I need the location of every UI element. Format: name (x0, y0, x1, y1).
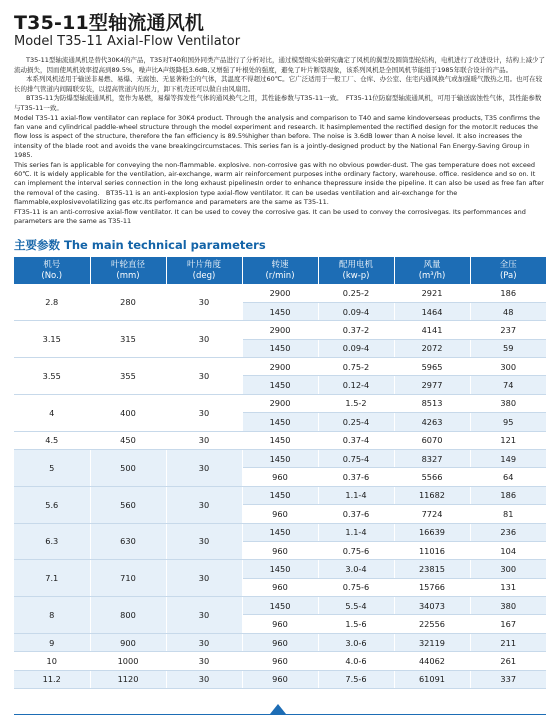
cell-angle: 30 (166, 633, 242, 651)
cell-motor: 4.0-6 (318, 652, 394, 670)
cell-pressure: 186 (470, 486, 546, 504)
table-row (14, 652, 546, 670)
col-header-en: (deg) (192, 270, 216, 281)
cell-motor: 0.75-6 (318, 541, 394, 559)
cell-flow: 23815 (394, 560, 470, 578)
col-header-cn: 转速 (271, 260, 289, 271)
col-header-cn: 风量 (423, 260, 441, 271)
cell-diameter: 280 (90, 284, 166, 320)
col-header-cn: 叶轮直径 (110, 260, 145, 271)
cell-flow: 4141 (394, 321, 470, 339)
cell-no: 9 (14, 633, 90, 651)
cell-pressure: 261 (470, 652, 546, 670)
col-header-en: (r/min) (265, 270, 295, 281)
cell-motor: 0.09-4 (318, 339, 394, 357)
cell-pressure: 81 (470, 505, 546, 523)
cell-motor: 1.1-4 (318, 523, 394, 541)
col-header-cn: 机号 (43, 260, 61, 271)
cell-pressure: 300 (470, 358, 546, 376)
cell-speed: 1450 (242, 486, 318, 504)
cell-flow: 6070 (394, 431, 470, 449)
cell-speed: 1450 (242, 560, 318, 578)
table-row (14, 560, 546, 578)
cell-angle: 30 (166, 486, 242, 523)
cell-flow: 32119 (394, 633, 470, 651)
cell-diameter: 500 (90, 449, 166, 486)
cell-motor: 0.37-6 (318, 468, 394, 486)
cell-speed: 960 (242, 633, 318, 651)
cell-pressure: 64 (470, 468, 546, 486)
table-row (14, 431, 546, 449)
cell-diameter: 630 (90, 523, 166, 560)
cell-speed: 1450 (242, 431, 318, 449)
intro-cn-paragraph: BT35-11为防爆型轴流通风机，宽作为易燃，易爆等挥发性气体的通风换气之用，其性能参数与T35-11一致。 FT35-11位防腐型轴流通风机，可用于输送腐蚀性气体，其性能参数与T35-11一致。 (14, 94, 542, 112)
page-marker-icon (270, 704, 286, 714)
cell-angle: 30 (166, 321, 242, 358)
cell-diameter: 800 (90, 597, 166, 634)
cell-no: 3.15 (14, 321, 90, 358)
table-row (14, 486, 546, 504)
cell-flow: 11016 (394, 541, 470, 559)
cell-pressure: 337 (470, 670, 546, 688)
cell-flow: 44062 (394, 652, 470, 670)
cell-speed: 960 (242, 652, 318, 670)
cell-flow: 4263 (394, 413, 470, 431)
cell-diameter: 400 (90, 394, 166, 431)
cell-pressure: 186 (470, 284, 546, 302)
intro-en-paragraph: This series fan is applicable for conveying the non-flammable. explosive. non-corrosive gas with no obvious powder-dust. The gas temperature does not exceed 60℃. It is widely applicable for the ventilation, air-exchange, warm air reinforcement purposes inthe ordinary factory, warehouse. office. residence and so on. It can implement the interval series connection in the long exhaust pipelinesIn order to enhance thepressure inside the pipeline. It can also be used as free fan after the removal of the casing. BT35-11 is an anti-explosion type axial-flow ventilator. It can be usedas ventilation and air-exchange for the flammable,explosivevolatilizing gas etc.Its perfomance and parameters are the same as T35-11. (14, 160, 544, 207)
cell-pressure: 104 (470, 541, 546, 559)
cell-angle: 30 (166, 670, 242, 688)
cell-motor: 0.37-2 (318, 321, 394, 339)
cell-pressure: 59 (470, 339, 546, 357)
cell-diameter: 355 (90, 358, 166, 395)
cell-diameter: 900 (90, 633, 166, 651)
cell-motor: 0.25-2 (318, 284, 394, 302)
cell-speed: 2900 (242, 321, 318, 339)
cell-pressure: 95 (470, 413, 546, 431)
cell-motor: 0.37-4 (318, 431, 394, 449)
cell-motor: 1.5-6 (318, 615, 394, 633)
cell-no: 8 (14, 597, 90, 634)
intro-chinese (14, 56, 546, 114)
cell-pressure: 131 (470, 578, 546, 596)
cell-speed: 2900 (242, 358, 318, 376)
cell-angle: 30 (166, 394, 242, 431)
cell-flow: 61091 (394, 670, 470, 688)
col-header-speed (242, 257, 318, 284)
cell-flow: 16639 (394, 523, 470, 541)
intro-en-paragraph: FT35-11 is an anti-corrosive axial-flow ventilator. It can be used to covey the corrosive gas. It can be used to convey the corrosivegas. Its perfommances and parameters are the same as T35-11 (14, 207, 526, 226)
cell-pressure: 149 (470, 449, 546, 467)
cell-no: 7.1 (14, 560, 90, 597)
col-header-cn: 叶片角度 (186, 260, 221, 271)
cell-speed: 1450 (242, 376, 318, 394)
cell-flow: 22556 (394, 615, 470, 633)
cell-flow: 15766 (394, 578, 470, 596)
cell-speed: 1450 (242, 302, 318, 320)
cell-pressure: 237 (470, 321, 546, 339)
cell-speed: 960 (242, 615, 318, 633)
cell-pressure: 167 (470, 615, 546, 633)
cell-pressure: 121 (470, 431, 546, 449)
cell-no: 10 (14, 652, 90, 670)
col-header-en: (Pa) (499, 270, 517, 281)
cell-speed: 1450 (242, 413, 318, 431)
cell-flow: 5965 (394, 358, 470, 376)
table-row (14, 670, 546, 688)
cell-flow: 11682 (394, 486, 470, 504)
col-header-angle (166, 257, 242, 284)
cell-angle: 30 (166, 449, 242, 486)
cell-motor: 1.5-2 (318, 394, 394, 412)
cell-pressure: 300 (470, 560, 546, 578)
cell-motor: 5.5-4 (318, 597, 394, 615)
cell-pressure: 74 (470, 376, 546, 394)
col-header-en: (mm) (116, 270, 140, 281)
col-header-motor (318, 257, 394, 284)
cell-angle: 30 (166, 284, 242, 320)
cell-flow: 2921 (394, 284, 470, 302)
cell-speed: 1450 (242, 523, 318, 541)
cell-diameter: 710 (90, 560, 166, 597)
cell-diameter: 315 (90, 321, 166, 358)
document-page (14, 12, 546, 689)
cell-speed: 960 (242, 505, 318, 523)
intro-cn-paragraph: 本系列风机适用于输送非易燃、易爆、无腐蚀、无显著粉尘的气体，其温度不得超过60℃。它广泛适用于一般工厂、仓库、办公室、住宅内通风换气或加强暖气散热之用。也可在较长的排气管道内间隔联安装，以提高管道内的压力，卸下机壳还可以做自由风扇用。 (14, 75, 543, 93)
table-row (14, 523, 546, 541)
cell-flow: 8513 (394, 394, 470, 412)
cell-no: 11.2 (14, 670, 90, 688)
cell-diameter: 1120 (90, 670, 166, 688)
cell-motor: 0.09-4 (318, 302, 394, 320)
parameters-table (14, 257, 546, 689)
cell-diameter: 1000 (90, 652, 166, 670)
cell-motor: 0.75-2 (318, 358, 394, 376)
cell-motor: 0.12-4 (318, 376, 394, 394)
cell-no: 4 (14, 394, 90, 431)
cell-motor: 1.1-4 (318, 486, 394, 504)
cell-angle: 30 (166, 523, 242, 560)
cell-speed: 960 (242, 670, 318, 688)
cell-flow: 5566 (394, 468, 470, 486)
page-subtitle: Model T35-11 Axial-Flow Ventilator (14, 34, 241, 49)
cell-motor: 0.37-6 (318, 505, 394, 523)
cell-diameter: 560 (90, 486, 166, 523)
intro-cn-paragraph: T35-11型轴流通风机是替代30K4的产品，T35对T40和国外同类产品进行了分析对比，通过模型级实验研究确定了风机的翼型及圆筒型轮结构，电机进行了改进设计，结构上减少了流动损失，因而使风机效率提高到89.5%，噪声比A声级降低3.6dB,又增强了叶根处的强度，避免了叶片断裂现象，该系列风机是全国风机节能组于1985年联合设计的产品。 (14, 56, 546, 74)
cell-pressure: 380 (470, 597, 546, 615)
cell-flow: 2977 (394, 376, 470, 394)
cell-no: 6.3 (14, 523, 90, 560)
cell-angle: 30 (166, 652, 242, 670)
cell-pressure: 48 (470, 302, 546, 320)
table-row (14, 633, 546, 651)
cell-flow: 1464 (394, 302, 470, 320)
cell-no: 4.5 (14, 431, 90, 449)
intro-english (14, 114, 546, 227)
cell-no: 5 (14, 449, 90, 486)
col-header-en: (kw-p) (342, 270, 370, 281)
cell-angle: 30 (166, 597, 242, 634)
cell-pressure: 236 (470, 523, 546, 541)
col-header-no (14, 257, 90, 284)
cell-speed: 960 (242, 468, 318, 486)
cell-no: 2.8 (14, 284, 90, 320)
cell-speed: 960 (242, 541, 318, 559)
cell-motor: 0.25-4 (318, 413, 394, 431)
cell-flow: 2072 (394, 339, 470, 357)
cell-speed: 2900 (242, 284, 318, 302)
table-row (14, 358, 546, 376)
table-body (14, 284, 546, 688)
intro-en-paragraph: Model T35-11 axial-flow ventilator can replace for 30K4 product. Through the analysis and comparison to T40 and same kindoverseas products, T35 confirms the fan vane and cylindrical paddle-wheel structure through the model experiment and research. It hasimplemented the rectified design for the motor.It reduces the flow loss is aspect of the structure, therefore the fan efficiency is 89.5%higher than before. The noise is 3.6dB lower than A noise level. It also increases the intensity of the blade root and avoids the vane breakingcircumstaces. This series fan is a jointly-designed product by the National Fan Energy-Saving Group in 1985. (14, 113, 540, 160)
cell-angle: 30 (166, 560, 242, 597)
cell-pressure: 211 (470, 633, 546, 651)
cell-motor: 7.5-6 (318, 670, 394, 688)
section-heading: 主要参数 The main technical parameters (14, 238, 266, 253)
col-header-cn: 配用电机 (338, 260, 373, 271)
table-header (14, 257, 546, 284)
cell-diameter: 450 (90, 431, 166, 449)
cell-speed: 1450 (242, 339, 318, 357)
cell-motor: 0.75-6 (318, 578, 394, 596)
col-header-en: (m³/h) (418, 270, 446, 281)
footer-divider (14, 714, 546, 715)
col-header-cn: 全压 (499, 260, 517, 271)
cell-motor: 0.75-4 (318, 449, 394, 467)
cell-speed: 1450 (242, 597, 318, 615)
cell-no: 3.55 (14, 358, 90, 395)
page-title: T35-11型轴流通风机 (14, 12, 205, 34)
cell-flow: 7724 (394, 505, 470, 523)
table-row (14, 284, 546, 302)
cell-motor: 3.0-4 (318, 560, 394, 578)
col-header-flow (394, 257, 470, 284)
col-header-en: (No.) (41, 270, 63, 281)
cell-motor: 3.0-6 (318, 633, 394, 651)
col-header-diameter (90, 257, 166, 284)
table-row (14, 321, 546, 339)
cell-speed: 2900 (242, 394, 318, 412)
table-row (14, 597, 546, 615)
table-row (14, 449, 546, 467)
cell-flow: 8327 (394, 449, 470, 467)
cell-speed: 960 (242, 578, 318, 596)
table-row (14, 394, 546, 412)
cell-angle: 30 (166, 358, 242, 395)
col-header-pressure (470, 257, 546, 284)
cell-speed: 1450 (242, 449, 318, 467)
cell-angle: 30 (166, 431, 242, 449)
cell-no: 5.6 (14, 486, 90, 523)
cell-flow: 34073 (394, 597, 470, 615)
cell-pressure: 380 (470, 394, 546, 412)
